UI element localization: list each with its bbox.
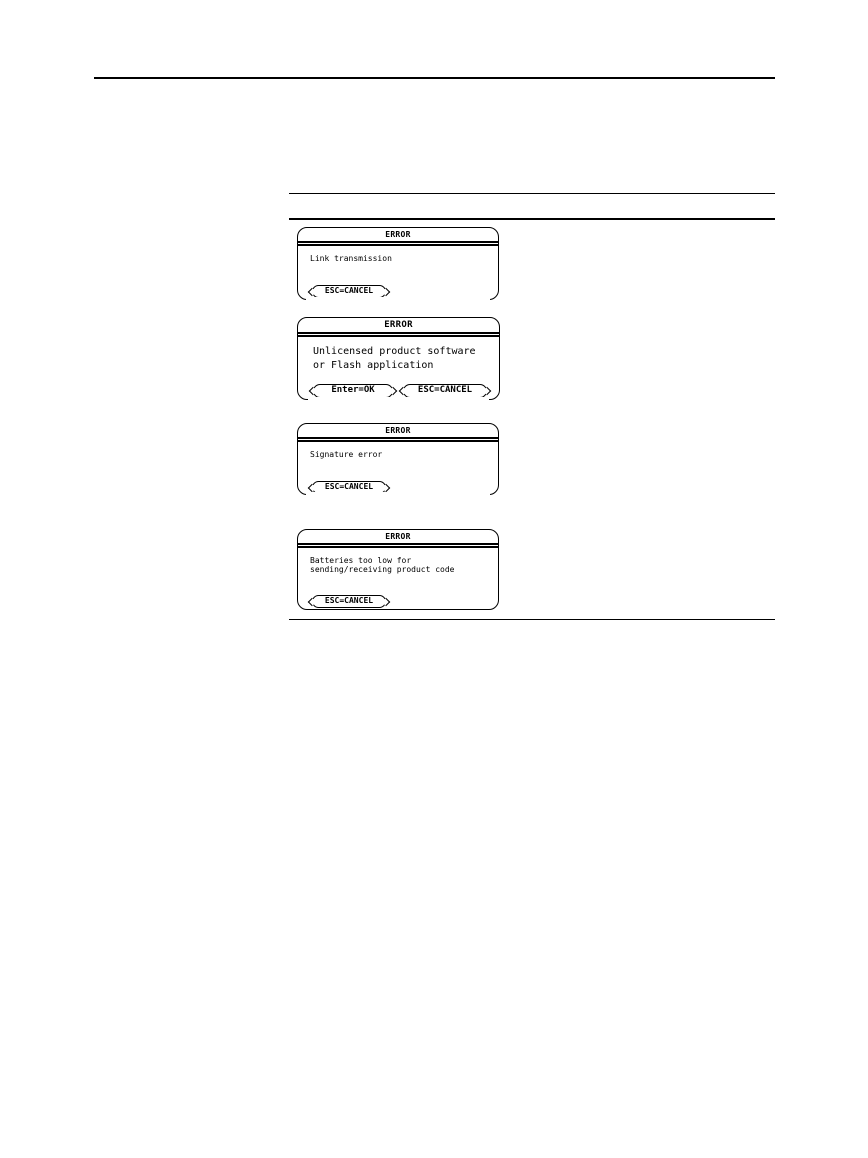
esc-cancel-label: ESC=CANCEL	[324, 482, 374, 491]
dialog-message-line-2: sending/receiving product code	[310, 565, 455, 574]
esc-cancel-button[interactable]	[312, 595, 386, 608]
title-divider	[298, 543, 498, 545]
dialog-message-line-2: or Flash application	[313, 360, 434, 371]
error-dialog-unlicensed-software	[297, 317, 500, 400]
esc-cancel-label: ESC=CANCEL	[324, 596, 374, 605]
title-divider	[298, 332, 499, 334]
dialog-title: ERROR	[384, 320, 413, 330]
screen-cutoff	[308, 397, 489, 401]
screen-cutoff	[306, 492, 490, 496]
title-divider	[298, 335, 499, 337]
error-dialog-link-transmission	[297, 227, 499, 300]
dialog-message: Link transmission	[310, 254, 392, 263]
table-top-rule	[289, 193, 775, 194]
enter-ok-button[interactable]	[313, 384, 393, 398]
dialog-title: ERROR	[385, 532, 411, 541]
table-header-rule	[289, 218, 775, 220]
title-divider	[298, 244, 498, 246]
table-bottom-rule	[289, 619, 775, 620]
dialog-message: Signature error	[310, 450, 383, 459]
dialog-message-line-1: Unlicensed product software	[313, 346, 476, 357]
esc-cancel-label: ESC=CANCEL	[417, 385, 473, 395]
error-dialog-signature-error	[297, 423, 499, 495]
dialog-message-line-1: Batteries too low for	[310, 556, 412, 565]
esc-cancel-label: ESC=CANCEL	[324, 286, 374, 295]
dialog-title: ERROR	[385, 230, 411, 239]
enter-ok-label: Enter=OK	[331, 385, 375, 395]
error-dialog-batteries-low	[297, 529, 499, 610]
screen-cutoff	[306, 297, 490, 301]
esc-cancel-button[interactable]	[403, 384, 487, 398]
title-divider	[298, 437, 498, 439]
title-divider	[298, 440, 498, 442]
title-divider	[298, 546, 498, 548]
page-header-rule	[94, 77, 775, 79]
title-divider	[298, 241, 498, 243]
dialog-title: ERROR	[385, 426, 411, 435]
